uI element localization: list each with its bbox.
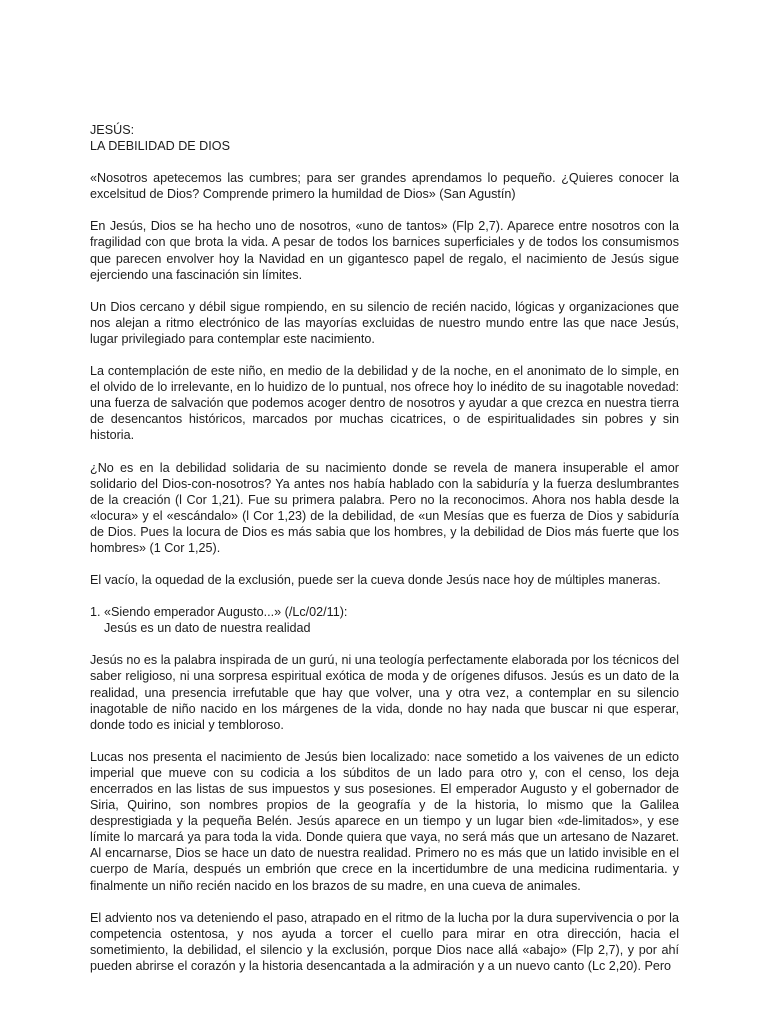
document-body	[90, 122, 679, 990]
section-subtitle: Jesús es un dato de nuestra realidad	[104, 621, 311, 636]
paragraph: En Jesús, Dios se ha hecho uno de nosotros, «uno de tantos» (Flp 2,7). Aparece entre nosotros con la fragilidad con que brota la vida. A pesar de todos los barnices superficiales y de todos los consumismos que parecen envolver hoy la Navidad en un gigantesco papel de regalo, el nacimiento de Jesús sigue ejerciendo una fascinación sin límites.	[90, 219, 679, 282]
paragraph: La contemplación de este niño, en medio de la debilidad y de la noche, en el anonimato de lo simple, en el olvido de lo irrelevante, en lo huidizo de lo puntual, nos ofrece hoy lo inédito de su inagotable novedad: una fuerza de salvación que podemos acoger dentro de nosotros y ayudar a que crezca en nuestra tierra de desencantos históricos, marcados por muchas cicatrices, o de espiritualidades sin pobres y sin historia.	[90, 364, 679, 443]
section-heading	[90, 604, 679, 636]
title-line-1: JESÚS:	[90, 123, 135, 137]
paragraph: Jesús no es la palabra inspirada de un gurú, ni una teología perfectamente elaborada por los técnicos del saber religioso, ni una sorpresa espiritual exótica de moda y de orígenes difusos. Jesús es un dato de la realidad, una presencia irrefutable que hay que volver, una y otra vez, a contemplar en su silencio inagotable de niño nacido en los márgenes de la vida, donde no hay nada que buscar ni que esperar, donde todo es inicial y tembloroso.	[90, 653, 679, 732]
document-title	[90, 122, 679, 154]
epigraph-quote: «Nosotros apetecemos las cumbres; para ser grandes aprendamos lo pequeño. ¿Quieres conocer la excelsitud de Dios? Comprende primero la humildad de Dios» (San Agustín)	[90, 171, 679, 202]
paragraph: ¿No es en la debilidad solidaria de su nacimiento donde se revela de manera insuperable el amor solidario del Dios-con-nosotros? Ya antes nos había hablado con la sabiduría y la fuerza deslumbrantes de la creación (l Cor 1,21). Fue su primera palabra. Pero no la reconocimos. Ahora nos habla desde la «locura» y el «escándalo» (l Cor 1,23) de la debilidad, de «un Mesías que es fuerza de Dios y sabiduría de Dios. Pues la locura de Dios es más sabia que los hombres, y la debilidad de Dios más fuerte que los hombres» (1 Cor 1,25).	[90, 460, 679, 555]
paragraph: Lucas nos presenta el nacimiento de Jesús bien localizado: nace sometido a los vaivenes de un edicto imperial que mueve con su codicia a los súbditos de un lado para otro y, con el censo, los deja encerrados en las listas de sus impuestos y sus posesiones. El emperador Augusto y el gobernador de Siria, Quirino, son nombres propios de la geografía y de la historia, lo mismo que la Galilea desprestigiada y la pequeña Belén. Jesús aparece en un tiempo y un lugar bien «de-limitados», y ese límite lo marcará ya para toda la vida. Donde quiera que vaya, no será más que un artesano de Nazaret. Al encarnarse, Dios se hace un dato de nuestra realidad. Primero no es más que un latido invisible en el cuerpo de María, después un embrión que crece en la incertidumbre de una medicina rudimentaria. y finalmente un niño recién nacido en los brazos de su madre, en una cueva de animales.	[90, 749, 679, 893]
paragraph: El vacío, la oquedad de la exclusión, puede ser la cueva donde Jesús nace hoy de múltiples maneras.	[90, 573, 661, 588]
title-line-2: LA DEBILIDAD DE DIOS	[90, 139, 230, 154]
section-title: 1. «Siendo emperador Augusto...» (/Lc/02/11):	[90, 605, 348, 620]
paragraph: Un Dios cercano y débil sigue rompiendo, en su silencio de recién nacido, lógicas y organizaciones que nos alejan a ritmo electrónico de las mayorías excluidas de nuestro mundo entre las que nace Jesús, lugar privilegiado para contemplar este nacimiento.	[90, 299, 679, 346]
paragraph: El adviento nos va deteniendo el paso, atrapado en el ritmo de la lucha por la dura supervivencia o por la competencia ostentosa, y nos ayuda a torcer el cuello para mirar en otra dirección, hacia el sometimiento, la debilidad, el silencio y la exclusión, porque Dios nace allá «abajo» (Flp 2,7), y por ahí pueden abrirse el corazón y la historia desencantada a la admiración y a un nuevo canto (Lc 2,20). Pero	[90, 910, 679, 973]
